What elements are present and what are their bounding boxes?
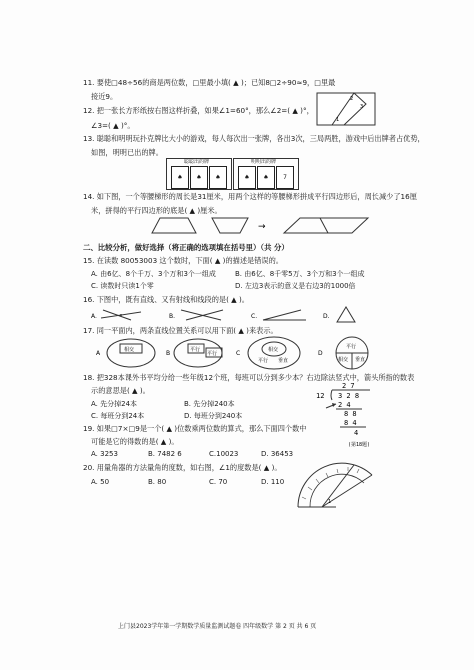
svg-text:→: →: [258, 222, 266, 232]
q17-venn-figures: [96, 336, 386, 370]
q12-line2: ∠3=( ▲ )°。: [91, 121, 135, 130]
q17-a-word: 相交: [124, 347, 135, 353]
q14-trapezoid-figures: [148, 216, 372, 234]
q12-line1: 12. 把一张长方形纸按右图这样折叠，如果∠1=60°，那么∠2=( ▲ )°，: [83, 106, 314, 115]
q16-label-b: B.: [169, 313, 176, 320]
q18-option-d: D. 每班分到240本: [184, 412, 243, 420]
q20-option-c: C. 70: [209, 478, 228, 486]
q13-card-5: ♠: [257, 166, 275, 189]
q13-card-1: ♠: [171, 166, 189, 189]
q17-d-word-1: 平行: [346, 344, 357, 350]
q14-line2: 米，拼得的平行四边形的底是( ▲ )厘米。: [91, 206, 222, 215]
q13-caption-mingming: 明明出的牌: [251, 159, 277, 165]
q17-b-word-1: 平行: [190, 347, 201, 353]
q18-quotient: 2 7: [342, 382, 355, 390]
q17-label-b: B: [166, 350, 171, 357]
q13-caption-congcong: 聪聪出的牌: [184, 159, 210, 165]
q18-line1: 18. 把328本课外书平均分给一些年级12个班，每班可以分到多少本？右边除法竖式中，箭头所指的数表: [83, 373, 415, 382]
q12-fold-figure: [316, 92, 376, 126]
q18-divisor: 12: [316, 392, 325, 400]
q18-line2: 示的意思是( ▲ )。: [91, 386, 150, 395]
q15-option-c: C. 读数时只读1个零: [91, 282, 154, 290]
q18-step-2: 8 8: [344, 410, 357, 418]
q17-c-word-2: 平行: [258, 358, 269, 364]
q16-stem: 16. 下图中，既有直线、又有射线和线段的是( ▲ )。: [83, 295, 249, 304]
q19-line1: 19. 如果□7×□9是一个( ▲ )位数乘两位数的算式，那么下面四个数中: [83, 424, 307, 433]
q13-line2: 如图，明明已出的牌。: [91, 148, 163, 157]
q13-card-2: ♠: [190, 166, 208, 189]
q20-option-d: D. 110: [261, 478, 285, 486]
q13-card-3: ♠: [209, 166, 227, 189]
q19-line2: 可能是它的得数的是( ▲ )。: [91, 437, 179, 446]
q19-option-d: D. 36453: [261, 450, 294, 458]
q15-stem: 15. 在读数 80053003 这个数时，下面( ▲ )的描述是错误的。: [83, 256, 283, 265]
q17-label-a: A: [96, 350, 101, 357]
q18-step-1: 2 4: [338, 401, 351, 409]
q11-line2: 接近9。: [91, 92, 118, 101]
q18-long-division: [312, 380, 376, 448]
q12-angle-1: 1: [336, 117, 340, 123]
q18-option-a: A. 先分掉24本: [91, 400, 138, 408]
page-footer: 上门县2023学年第一学期数学质量监测试题卷 四年级数学 第 2 页 共 6 页: [118, 623, 317, 630]
q16-label-d: D.: [323, 313, 330, 320]
q17-label-c: C: [236, 350, 241, 357]
q18-option-b: B. 先分掉240本: [184, 400, 235, 408]
q18-step-3: 8 4: [344, 419, 357, 427]
q20-stem: 20. 用量角器的方法量角的度数，如右图，∠1的度数是( ▲ )。: [83, 463, 282, 472]
q15-option-b: B. 由6亿、8千零5万、3个万和3个一组成: [235, 270, 365, 278]
q18-remainder: 4: [354, 429, 359, 437]
q17-c-word-1: 相交: [268, 347, 279, 353]
q17-c-word-3: 垂直: [278, 358, 289, 364]
q14-line1: 14. 如下图，一个等腰梯形的周长是31厘米，用两个这样的等腰梯形拼成平行四边形后，周长减少了16厘: [83, 192, 417, 201]
q16-line-figures: [91, 304, 391, 324]
q12-angle-2: 2: [350, 96, 354, 102]
q15-option-a: A. 由6亿、8个千万、3个万和3个一组成: [91, 270, 216, 278]
q17-d-word-3: 垂直: [355, 357, 366, 363]
q20-protractor-figure: [292, 445, 378, 511]
svg-text:1: 1: [328, 499, 332, 505]
q13-card-4: ♠: [238, 166, 256, 189]
q13-line1: 13. 聪聪和明明玩扑克牌比大小的游戏，每人每次出一张牌，各出3次，三局两胜，游戏中后出牌者占优势，: [83, 134, 425, 143]
section-2-heading: 二、比较分析，做好选择（将正确的选项填在括号里）（共 分）: [83, 243, 289, 252]
q20-option-b: B. 80: [148, 478, 167, 486]
q17-b-word-2: 平行: [207, 351, 218, 357]
q12-angle-3: 3: [360, 104, 364, 110]
q13-card-6: 7: [276, 166, 294, 189]
q19-option-a: A. 3253: [91, 450, 118, 458]
q11-line1: 11. 要使□48÷56的商是两位数，□里最小填( ▲ )；已知8□2÷90≈9，□里最: [83, 78, 336, 87]
q19-option-b: B. 7482 6: [148, 450, 182, 458]
q15-option-d: D. 左边3表示的意义是右边3的1000倍: [235, 282, 356, 290]
q17-label-d: D: [318, 350, 323, 357]
q18-caption: (第18题): [348, 442, 371, 448]
q17-d-word-2: 相交: [338, 357, 349, 363]
q16-label-c: C.: [251, 313, 258, 320]
q17-stem: 17. 同一平面内，两条直线位置关系可以用下面( ▲ )来表示。: [83, 326, 278, 335]
q16-label-a: A.: [91, 313, 97, 320]
q20-option-a: A. 50: [91, 478, 110, 486]
q19-option-c: C.10023: [209, 450, 239, 458]
q18-dividend: 3 2 8: [338, 392, 360, 400]
q18-option-c: C. 每班分到24本: [91, 412, 145, 420]
